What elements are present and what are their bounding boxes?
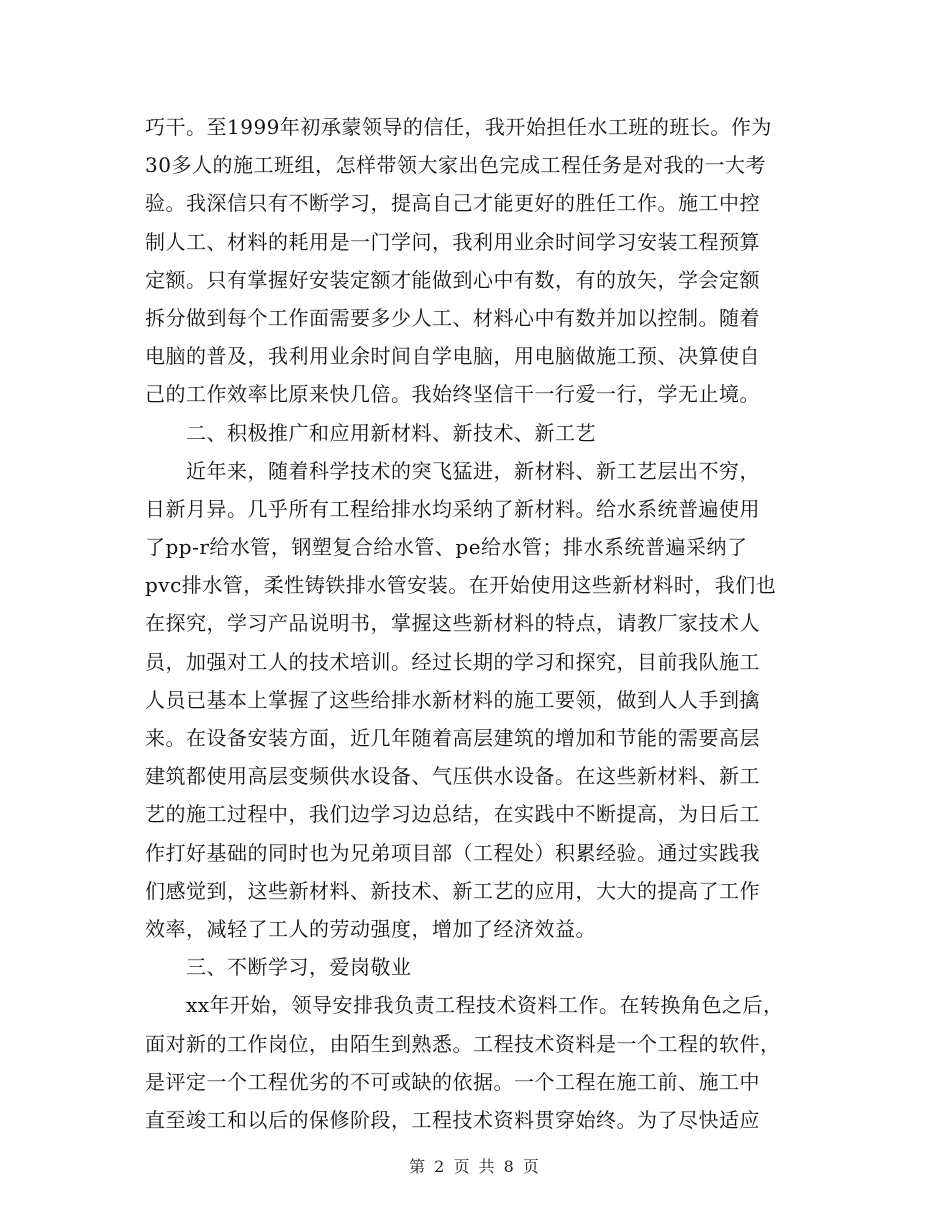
document-body: [145, 108, 813, 1139]
paragraph-line: pvc排水管，柔性铸铁排水管安装。在开始使用这些新材料时，我们也: [145, 573, 777, 598]
paragraph-line: 定额。只有掌握好安装定额才能做到心中有数，有的放矢，学会定额: [145, 267, 760, 292]
paragraph-line: 作打好基础的同时也为兄弟项目部（工程处）积累经验。通过实践我: [145, 840, 760, 865]
paragraph-line: xx年开始，领导安排我负责工程技术资料工作。在转换角色之后，: [186, 993, 784, 1018]
section-heading: 二、积极推广和应用新材料、新技术、新工艺: [186, 420, 596, 445]
paragraph-line: 在探究，学习产品说明书，掌握这些新材料的特点，请教厂家技术人: [145, 611, 760, 636]
paragraph-line: 来。在设备安装方面，近几年随着高层建筑的增加和节能的需要高层: [145, 726, 760, 750]
paragraph-line: 员，加强对工人的技术培训。经过长期的学习和探究，目前我队施工: [145, 649, 760, 674]
paragraph-line: 验。我深信只有不断学习，提高自己才能更好的胜任工作。施工中控: [145, 191, 760, 216]
paragraph-line: 直至竣工和以后的保修阶段，工程技术资料贯穿始终。为了尽快适应: [145, 1107, 760, 1132]
paragraph-line: 拆分做到每个工作面需要多少人工、材料心中有数并加以控制。随着: [145, 305, 760, 330]
section-heading: 三、不断学习，爱岗敬业: [186, 955, 412, 980]
paragraph-line: 效率，减轻了工人的劳动强度，增加了经济效益。: [145, 916, 596, 941]
paragraph-line: 近年来，随着科学技术的突飞猛进，新材料、新工艺层出不穷，: [186, 458, 760, 483]
paragraph-line: 了pp-r给水管，钢塑复合给水管、pe给水管；排水系统普遍采纳了: [145, 535, 748, 560]
paragraph-line: 艺的施工过程中，我们边学习边总结，在实践中不断提高，为日后工: [145, 802, 760, 827]
paragraph-line: 面对新的工作岗位，由陌生到熟悉。工程技术资料是一个工程的软件，: [145, 1031, 781, 1056]
paragraph-line: 们感觉到，这些新材料、新技术、新工艺的应用，大大的提高了工作: [145, 878, 760, 903]
paragraph-line: 电脑的普及，我利用业余时间自学电脑，用电脑做施工预、决算使自: [145, 344, 760, 369]
paragraph-line: 己的工作效率比原来快几倍。我始终坚信干一行爱一行，学无止境。: [145, 382, 760, 407]
paragraph-line: 30多人的施工班组，怎样带领大家出色完成工程任务是对我的一大考: [145, 153, 766, 178]
paragraph-line: 建筑都使用高层变频供水设备、气压供水设备。在这些新材料、新工: [145, 764, 760, 789]
paragraph-line: 是评定一个工程优劣的不可或缺的依据。一个工程在施工前、施工中: [145, 1069, 760, 1094]
page-number: 第 2 页 共 8 页: [409, 1157, 541, 1176]
paragraph-line: 制人工、材料的耗用是一门学问，我利用业余时间学习安装工程预算: [145, 229, 760, 254]
paragraph-line: 日新月异。几乎所有工程给排水均采纳了新材料。给水系统普遍使用: [145, 496, 760, 521]
paragraph-line: 人员已基本上掌握了这些给排水新材料的施工要领，做到人人手到擒: [145, 687, 760, 712]
paragraph-line: 巧干。至1999年初承蒙领导的信任，我开始担任水工班的班长。作为: [145, 115, 772, 139]
